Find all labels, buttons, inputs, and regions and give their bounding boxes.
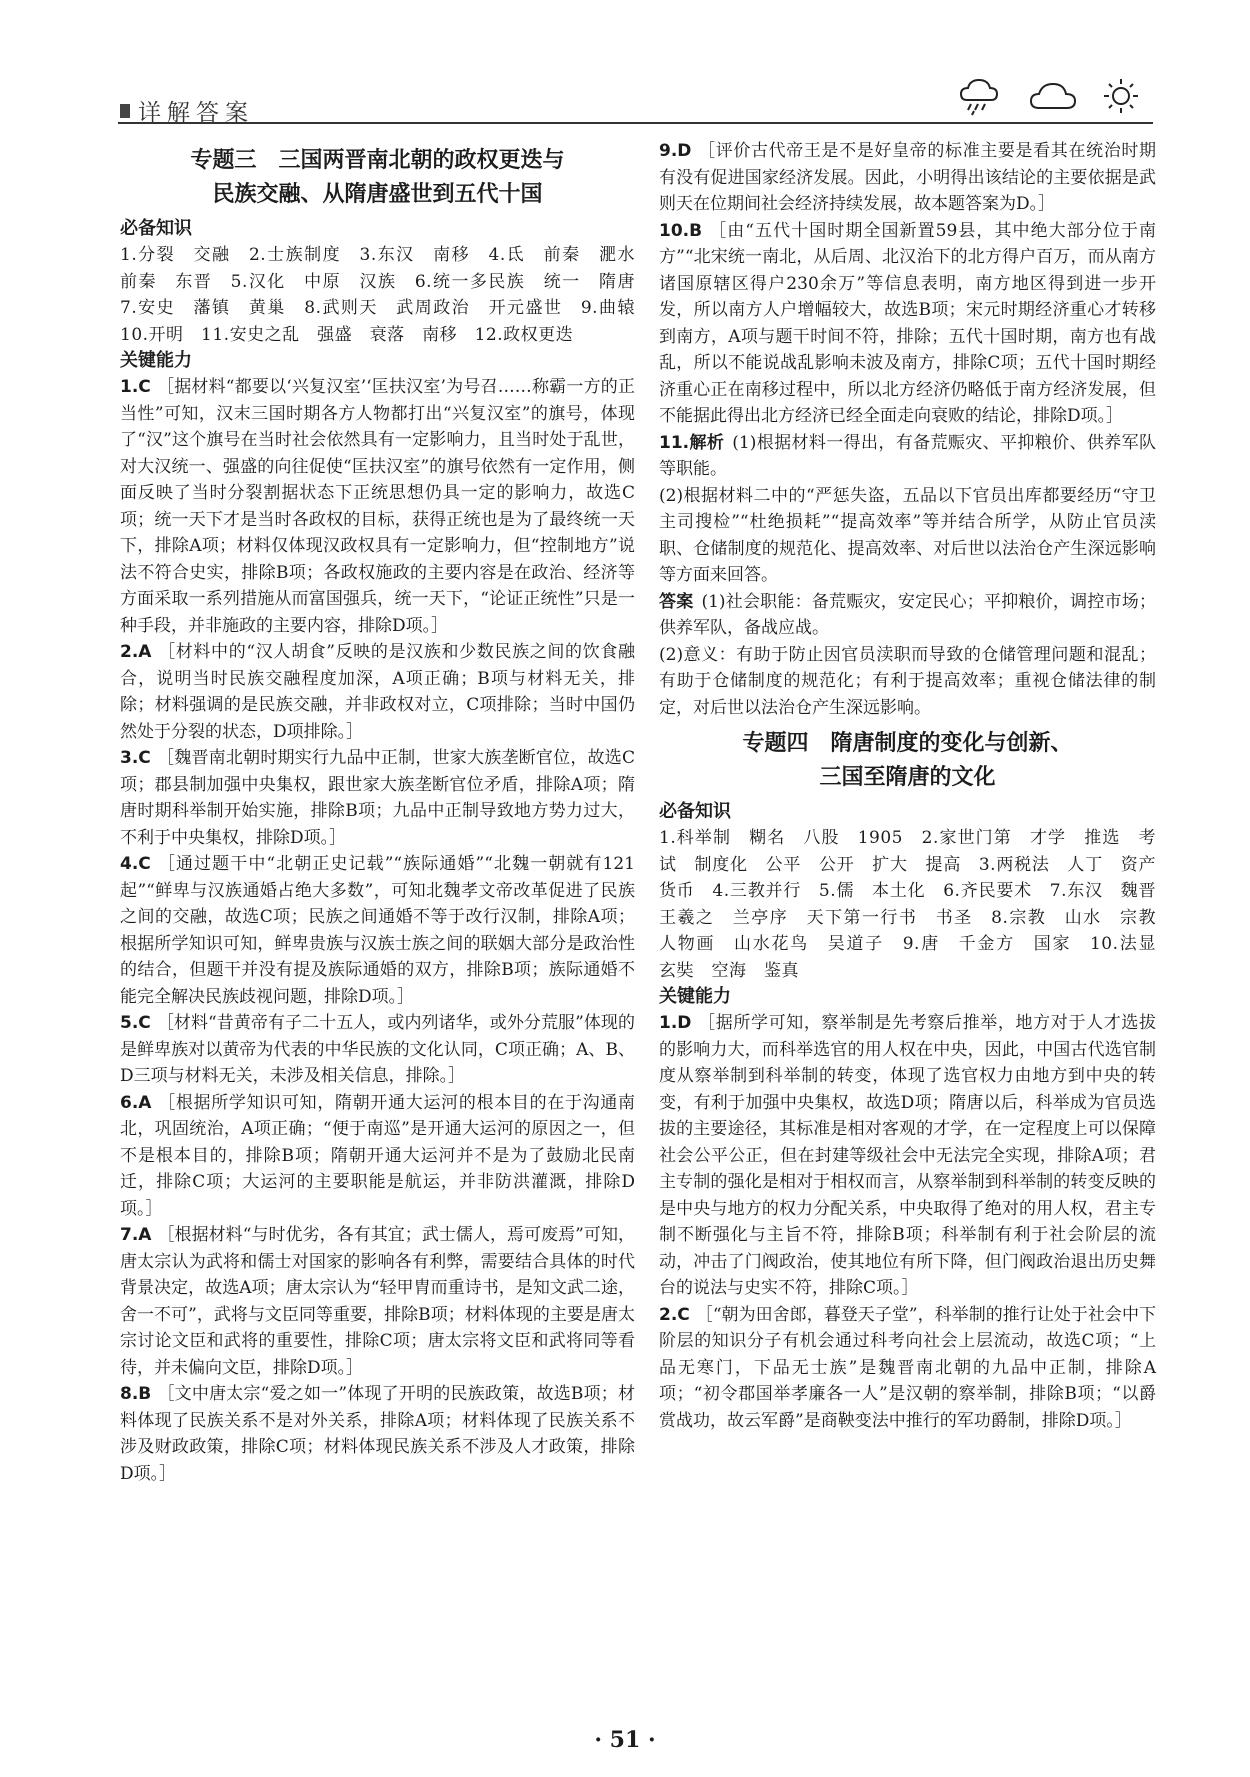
header-rule [118, 122, 1153, 124]
answer-text: ［评价古代帝王是不是好皇帝的标准主要是看其在统治时期有没有促进国家经济发展。因此，小明得出该结论的主要依据是武则天在位期间社会经济持续发展，故本题答案为D。］ [659, 141, 1156, 214]
answer-label: 答案 [659, 591, 694, 612]
answer-item [120, 745, 635, 851]
answer-item [659, 138, 1156, 218]
ability-heading: 关键能力 [659, 986, 731, 1007]
cloud-icon [1031, 84, 1075, 108]
q11-analysis [659, 430, 1156, 483]
answer-part1: (1)社会职能：备荒赈灾，安定民心；平抑粮价，调控市场；供养军队，备战应战。 [659, 591, 1156, 638]
answer-number: 1. [659, 1013, 678, 1033]
answer-item [120, 639, 635, 745]
answer-letter: A [138, 1092, 152, 1113]
answer-item [120, 851, 635, 1010]
answer-text: ［文中唐太宗“爱之如一”体现了开明的民族政策，故选B项；材料体现了民族关系不是对外关系，排除A项；材料体现了民族关系不涉及财政政策，排除C项；材料体现民族关系不涉及人才政策，排除D项。］ [120, 1384, 635, 1484]
answer-letter: C [138, 854, 151, 874]
answer-list [659, 1010, 1156, 1434]
analysis-label: 解析 [689, 432, 725, 453]
ability-heading: 关键能力 [120, 350, 192, 371]
answer-number: 5. [120, 1013, 139, 1033]
topic3-title-line1: 专题三 三国两晋南北朝的政权更迭与 [190, 148, 565, 173]
topic3-title-line2: 民族交融、从隋唐盛世到五代十国 [212, 182, 543, 207]
answer-number: 2. [120, 642, 139, 662]
answer-letter: B [689, 220, 703, 241]
analysis-part1: (1)根据材料一得出，有备荒赈灾、平抑粮价、供养军队等职能。 [659, 432, 1156, 479]
answer-number: 9. [659, 141, 678, 161]
answer-number: 8. [120, 1384, 139, 1404]
answer-letter: D [677, 1013, 692, 1033]
answer-letter: A [138, 642, 152, 662]
answer-item [120, 1010, 635, 1090]
analysis-part2: (2)根据材料二中的“严惩失盗，五品以下官员出库都要经历“守卫主司搜检”“杜绝损耗”“提高效率”等并结合所学，从防止官员渎职、仓储制度的规范化、提高效率、对后世以法治仓产生深远影响等方面来回答。 [659, 485, 1156, 585]
answer-item [659, 1010, 1156, 1302]
answer-letter: C [138, 1013, 151, 1033]
answer-text: ［根据材料“与时优劣，各有其宜；武士儒人，焉可废焉”可知，唐太宗认为武将和儒士对国家的影响各有利弊，需要结合具体的时代背景决定，故选A项；唐太宗认为“轻甲胄而重诗书，是知文武二途，舍一不可”，武将与文臣同等重要，排除B项；材料体现的主要是唐太宗讨论文臣和武将的重要性，排除C项；唐太宗将文臣和武将同等看待，并未偏向文臣，排除D项。］ [120, 1225, 635, 1378]
answer-item [659, 218, 1156, 430]
answer-list [120, 374, 635, 1487]
answer-letter: C [677, 1304, 690, 1325]
answer-number: 4. [120, 854, 139, 874]
cloud-rain-icon [961, 80, 997, 115]
answer-number: 11. [659, 432, 690, 453]
answer-list-continued [659, 138, 1156, 430]
answer-number: 2. [659, 1304, 678, 1325]
answer-text: ［由“五代十国时期全国新置59县，其中绝大部分位于南方”“北宋统一南北，从后周、北汉治下的北方得户百万，而从南方诸国原辖区得户230余万”等信息表明，南方地区得到进一步开发，所以南方人户增幅较大，故选B项；宋元时期经济重心才转移到南方，A项与题干时间不符，排除；五代十国时期，南方也有战乱，所以不能说战乱影响未波及南方，排除C项；五代十国时期经济重心正在南移过程中，所以北方经济仍略低于南方经济发展，但不能据此得出北方经济已经全面走向衰败的结论，排除D项。］ [659, 220, 1156, 426]
answer-letter: D [677, 141, 692, 161]
answer-text: ［魏晋南北朝时期实行九品中正制，世家大族垄断官位，故选C项；郡县制加强中央集权，跟世家大族垄断官位矛盾，排除A项；隋唐时期科举制开始实施，排除B项；九品中正制导致地方势力过大，不利于中央集权，排除D项。］ [120, 748, 635, 848]
answer-text: ［材料“昔黄帝有子二十五人，或内列诸华，或外分荒服”体现的是鲜卑族对以黄帝为代表的中华民族的文化认同，C项正确；A、B、D三项与材料无关，未涉及相关信息，排除。］ [120, 1013, 635, 1086]
answer-item [120, 374, 635, 639]
answer-item [120, 1222, 635, 1381]
answer-letter: A [138, 1225, 152, 1245]
knowledge-text: 1.科举制 糊名 八股 1905 2.家世门第 才学 推选 考试 制度化 公平 公开 扩大 提高 3.两税法 人丁 资产 货币 4.三教并行 5.儒 本土化 6.齐民要术 7.东汉 魏晋 王羲之 兰亭序 天下第一行书 书圣 8.宗教 山水 宗教 人物画 山水花鸟 吴道子 9.唐 千金方 国家 10.法显 玄奘 空海 鉴真 [659, 828, 1174, 981]
knowledge-heading: 必备知识 [659, 801, 731, 822]
answer-number: 6. [120, 1092, 139, 1113]
answer-item [120, 1381, 635, 1487]
answer-text: ［据材料“都要以‘兴复汉室’‘匡扶汉室’为号召……称霸一方的正当性”可知，汉末三国时期各方人物都打出“兴复汉室”的旗号，体现了“汉”这个旗号在当时社会依然具有一定影响力，且当时处于乱世，对大汉统一、强盛的向往促使“匡扶汉室”的旗号依然有一定作用，侧面反映了当时分裂割据状态下正统思想仍具一定的影响力，故选C项；统一天下才是当时各政权的目标，获得正统也是为了最终统一天下，排除A项；材料仅体现汉政权具有一定影响力，但“控制地方”说法不符合史实，排除B项；各政权施政的主要内容是在政治、经济等方面采取一系列措施从而富国强兵，统一天下，“论证正统性”只是一种手段，并非施政的主要内容，排除D项。］ [120, 377, 635, 636]
topic4-title-line2: 三国至隋唐的文化 [819, 765, 996, 790]
answer-text: ［“朝为田舍郎，暮登天子堂”，科举制的推行让处于社会中下阶层的知识分子有机会通过科考向社会上层流动，故选C项；“上品无寒门，下品无士族”是魏晋南北朝的九品中正制，排除A项；“初令郡国举孝廉各一人”是汉朝的察举制，排除B项；“以爵赏战功，故云军爵”是商鞅变法中推行的军功爵制，排除D项。］ [659, 1304, 1156, 1431]
question-11 [659, 430, 1156, 722]
header-title: 详解答案 [138, 100, 254, 126]
header-mark [120, 104, 130, 118]
answer-text: ［通过题干中“北朝正史记载”“族际通婚”“北魏一朝就有121起”“鲜卑与汉族通婚占绝大多数”，可知北魏孝文帝改革促进了民族之间的交融，故选C项；民族之间通婚不等于改行汉制，排除A项；根据所学知识可知，鲜卑贵族与汉族士族之间的联姻大部分是政治性的结合，但题干并没有提及族际通婚的双方，排除B项；族际通婚不能完全解决民族歧视问题，排除D项。］ [120, 854, 635, 1007]
answer-letter: C [138, 748, 151, 768]
right-column [659, 138, 1174, 1434]
answer-number: 10. [659, 220, 690, 241]
q11-answer [659, 589, 1156, 642]
left-column [120, 138, 653, 1487]
answer-text: ［据所学可知，察举制是先考察后推举，地方对于人才选拔的影响力大，而科举选官的用人权在中央，因此，中国古代选官制度从察举制到科举制的转变，体现了选官权力由地方到中央的转变，有利于加强中央集权，故选D项；隋唐以后，科举成为官员选拔的主要途径，其标准是相对客观的才学，在一定程度上可以保障社会公平公正，但在封建等级社会中无法完全实现，排除A项；君主专制的强化是相对于相权而言，从察举制到科举制的转变反映的是中央与地方的权力分配关系，中央取得了绝对的用人权，君主专制不断强化与主旨不符，排除B项；科举制有利于社会阶层的流动，冲击了门阀政治，使其地位有所下降，但门阀政治退出历史舞台的说法与史实不符，排除C项。］ [659, 1013, 1156, 1298]
answer-part2: (2)意义：有助于防止因官员渎职而导致的仓储管理问题和混乱；有助于仓储制度的规范化；有利于提高效率；重视仓储法律的制定，对后世以法治仓产生深远影响。 [659, 644, 1156, 718]
page-number: · 51 · [594, 1727, 656, 1753]
answer-number: 3. [120, 748, 139, 768]
page-header [118, 78, 1153, 126]
answer-text: ［根据所学知识可知，隋朝开通大运河的根本目的在于沟通南北，巩固统治，A项正确；“便于南巡”是开通大运河的原因之一，但不是根本目的，排除B项；隋朝开通大运河并不是为了鼓励北民南迁，排除C项；大运河的主要职能是航运，并非防洪灌溉，排除D项。］ [120, 1092, 635, 1219]
answer-letter: B [138, 1384, 152, 1404]
knowledge-heading: 必备知识 [120, 218, 192, 239]
answer-number: 1. [120, 377, 139, 397]
answer-number: 7. [120, 1225, 139, 1245]
answer-text: ［材料中的“汉人胡食”反映的是汉族和少数民族之间的饮食融合，说明当时民族交融程度加深，A项正确；B项与材料无关，排除；材料强调的是民族交融，并非政权对立，C项排除；当时中国仍然处于分裂的状态，D项排除。］ [120, 642, 635, 742]
knowledge-text: 1.分裂 交融 2.士族制度 3.东汉 南移 4.氐 前秦 淝水 前秦 东晋 5.汉化 中原 汉族 6.统一多民族 统一 隋唐 7.安史 藩镇 黄巢 8.武则天 武周政治 开元盛世 9.曲辕 10.开明 11.安史之乱 强盛 衰落 南移 12.政权更迭 [120, 245, 653, 345]
answer-letter: C [138, 377, 151, 397]
answer-item [120, 1090, 635, 1223]
answer-item [659, 1302, 1156, 1435]
topic4-title-line1: 专题四 隋唐制度的变化与创新、 [742, 731, 1073, 756]
sun-icon [1104, 79, 1138, 113]
weather-icons [959, 76, 1149, 118]
